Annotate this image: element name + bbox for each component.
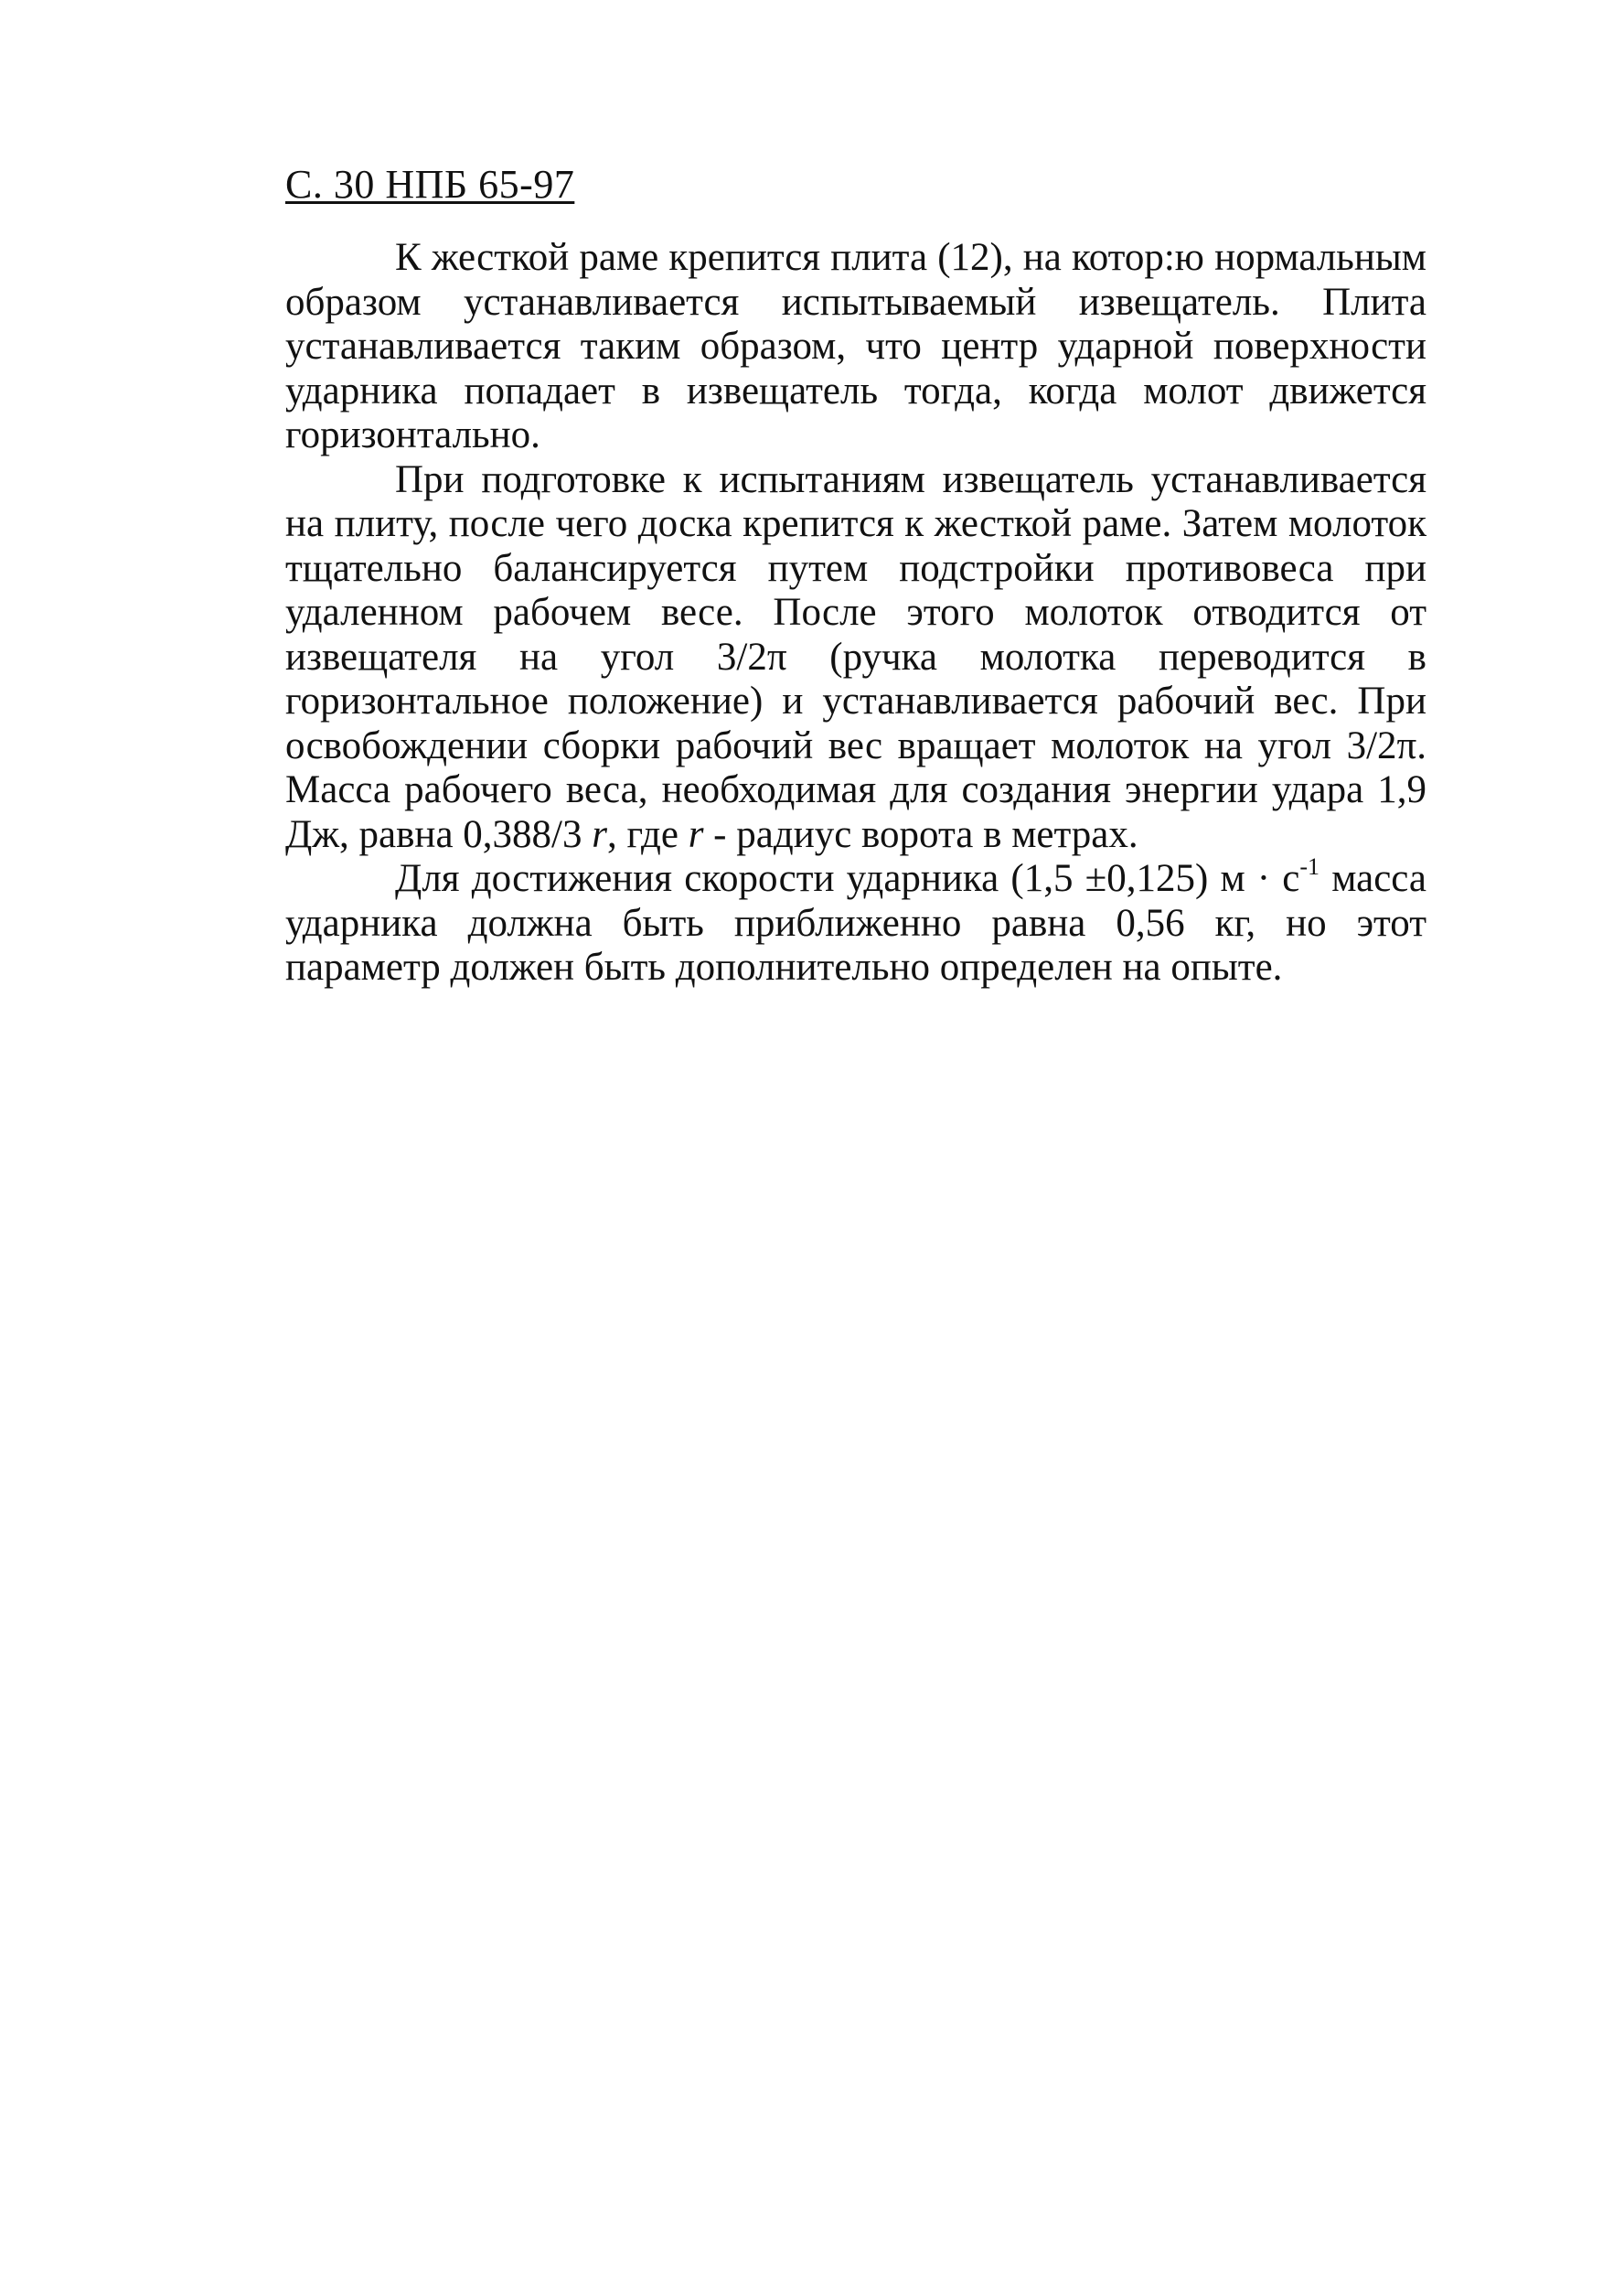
variable-r: r bbox=[688, 812, 704, 856]
body-text bbox=[285, 236, 1426, 991]
paragraph-2-text-end: - радиус ворота в метрах. bbox=[703, 812, 1138, 856]
paragraph-1: К жесткой раме крепится плита (12), на котор:ю нормальным образом устанавливается испытываемый извещатель. Плита устанавливается таким образом, что центр ударной поверхности ударника попадает в извещатель тогда, когда молот движется горизонтально. bbox=[285, 236, 1426, 456]
paragraph-3-text-end: масса ударника должна быть приближенно равна 0,56 кг, но этот параметр должен быть дополнительно определен на опыте. bbox=[285, 857, 1426, 989]
paragraph-2 bbox=[285, 458, 1426, 858]
paragraph-3 bbox=[285, 853, 1426, 991]
page-header: С. 30 НПБ 65-97 bbox=[285, 162, 575, 207]
paragraph-2-text-cont: , где bbox=[606, 812, 689, 856]
paragraph-2-text: При подготовке к испытаниям извещатель устанавливается на плиту, после чего доска крепится к жесткой раме. Затем молоток тщательно балансируется путем подстройки противовеса при удаленном рабочем весе. После этого молоток отводится от извещателя на угол 3/2π (ручка молотка переводится в горизонтальное положение) и устанавливается рабочий вес. При освобождении сборки рабочий вес вращает молоток на угол 3/2π. Масса рабочего веса, необходимая для создания энергии удара 1,9 Дж, равна 0,388/3 bbox=[285, 457, 1426, 856]
exponent: -1 bbox=[1299, 853, 1320, 880]
variable-r: r bbox=[592, 812, 607, 856]
paragraph-3-text: Для достижения скорости ударника (1,5 ±0,125) м · с bbox=[395, 857, 1300, 900]
